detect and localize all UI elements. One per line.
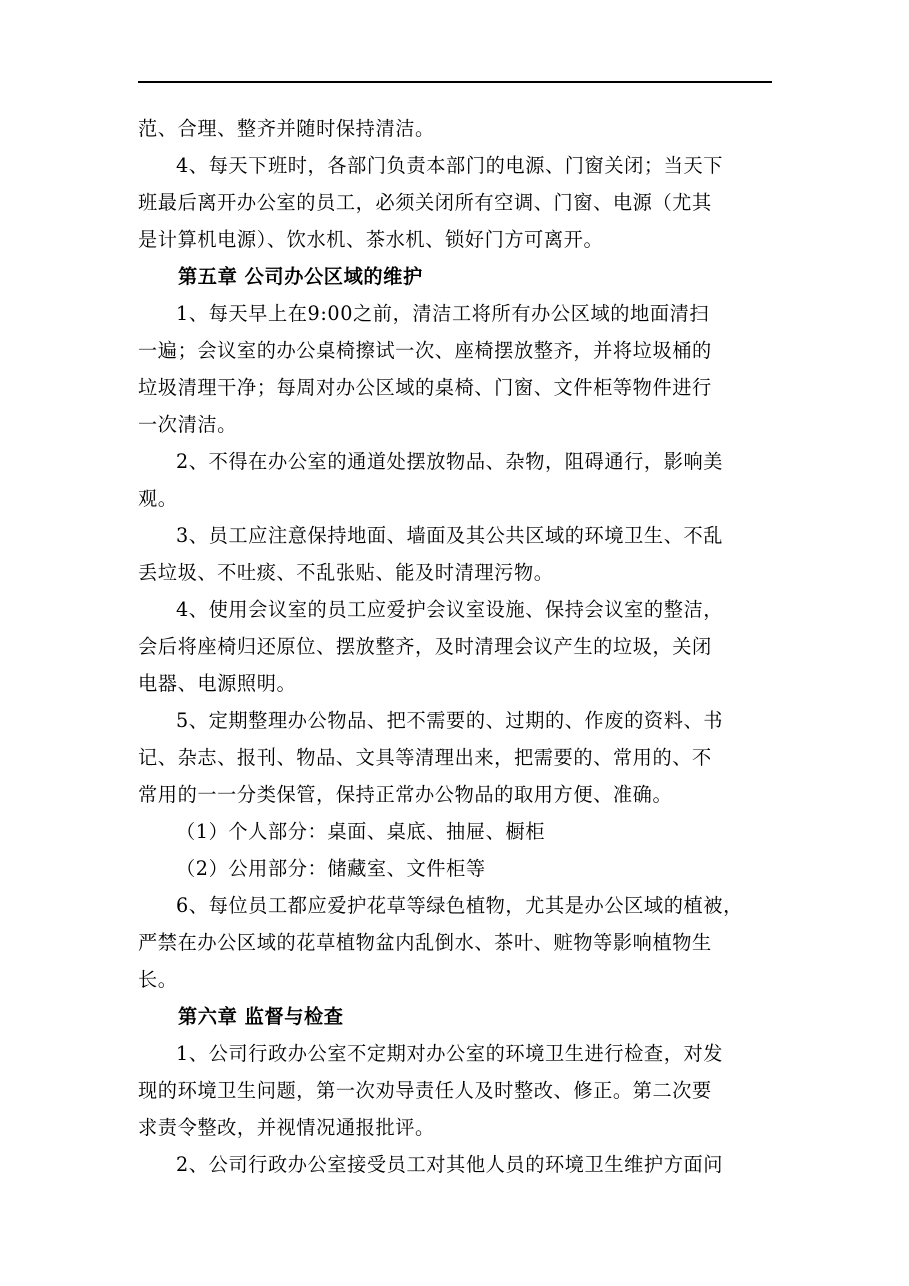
text-line: 班最后离开办公室的员工，必须关闭所有空调、门窗、电源（尤其	[138, 191, 712, 214]
text-line: 垃圾清理干净；每周对办公区域的桌椅、门窗、文件柜等物件进行	[138, 376, 712, 399]
text-line: 4、每天下班时，各部门负责本部门的电源、门窗关闭；当天下	[176, 154, 724, 177]
text-line: 1、公司行政办公室不定期对办公室的环境卫生进行检查，对发	[176, 1042, 724, 1065]
text-line: 2、不得在办公室的通道处摆放物品、杂物，阻碍通行，影响美	[176, 450, 724, 473]
text-line: 电器、电源照明。	[138, 672, 297, 695]
text-line: 范、合理、整齐并随时保持清洁。	[138, 117, 435, 140]
text-line: （1）个人部分：桌面、桌底、抽屉、橱柜	[176, 820, 545, 843]
text-line: 5、定期整理办公物品、把不需要的、过期的、作废的资料、书	[176, 709, 724, 732]
text-line: 一遍；会议室的办公桌椅擦试一次、座椅摆放整齐，并将垃圾桶的	[138, 339, 712, 362]
text-line: 3、员工应注意保持地面、墙面及其公共区域的环境卫生、不乱	[176, 524, 724, 547]
text-line: 6、每位员工都应爱护花草等绿色植物，尤其是办公区域的植被，	[176, 894, 743, 917]
text-line: 2、公司行政办公室接受员工对其他人员的环境卫生维护方面问	[176, 1153, 724, 1176]
text-line: 观。	[138, 487, 178, 510]
text-line: 一次清洁。	[138, 413, 237, 436]
header-rule	[138, 81, 772, 83]
text-line: 是计算机电源）、饮水机、茶水机、锁好门方可离开。	[138, 228, 604, 251]
text-line: 常用的一一分类保管，保持正常办公物品的取用方便、准确。	[138, 783, 673, 806]
text-line: 现的环境卫生问题，第一次劝导责任人及时整改、修正。第二次要	[138, 1079, 712, 1102]
text-line: 记、杂志、报刊、物品、文具等清理出来，把需要的、常用的、不	[138, 746, 712, 769]
text-line: 求责令整改，并视情况通报批评。	[138, 1116, 435, 1139]
chapter-heading: 第六章 监督与检查	[178, 1005, 344, 1028]
text-line: 长。	[138, 968, 178, 991]
text-line: （2）公用部分：储藏室、文件柜等	[176, 857, 486, 880]
text-line: 严禁在办公区域的花草植物盆内乱倒水、茶叶、赃物等影响植物生	[138, 931, 712, 954]
text-line: 1、每天早上在9:00之前，清洁工将所有办公区域的地面清扫	[176, 302, 710, 325]
text-line: 4、使用会议室的员工应爱护会议室设施、保持会议室的整洁，	[176, 598, 724, 621]
text-line: 会后将座椅归还原位、摆放整齐，及时清理会议产生的垃圾，关闭	[138, 635, 712, 658]
chapter-heading: 第五章 公司办公区域的维护	[178, 265, 423, 288]
text-line: 丢垃圾、不吐痰、不乱张贴、能及时清理污物。	[138, 561, 554, 584]
